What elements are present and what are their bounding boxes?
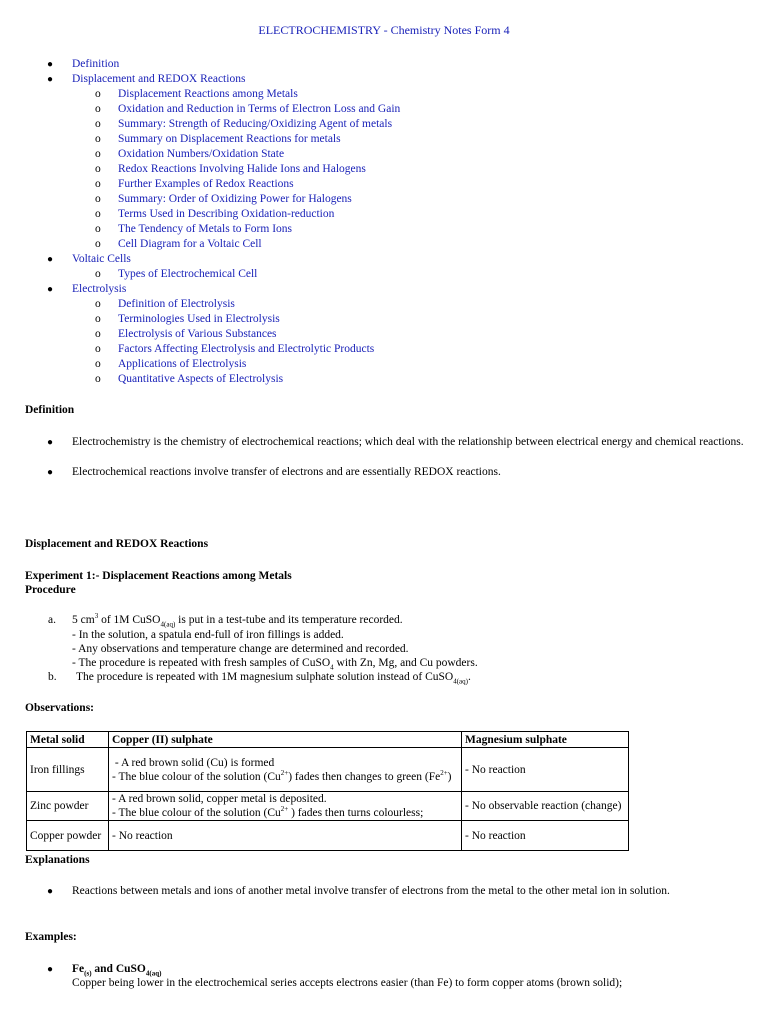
circle-bullet-icon: o: [95, 163, 101, 175]
toc-link[interactable]: Definition of Electrolysis: [118, 298, 235, 310]
circle-bullet-icon: o: [95, 343, 101, 355]
circle-bullet-icon: o: [95, 88, 101, 100]
circle-bullet-icon: o: [95, 118, 101, 130]
circle-bullet-icon: o: [95, 133, 101, 145]
header-copper-sulphate: Copper (II) sulphate: [109, 732, 462, 748]
toc-subitem: [45, 357, 400, 372]
circle-bullet-icon: o: [95, 358, 101, 370]
toc-link[interactable]: Summary on Displacement Reactions for metals: [118, 133, 341, 145]
bullet-icon: ●: [47, 964, 54, 975]
bullet-icon: ●: [47, 254, 54, 265]
toc-link[interactable]: Terms Used in Describing Oxidation-reduction: [118, 208, 335, 220]
circle-bullet-icon: o: [95, 328, 101, 340]
toc-subitem: [45, 297, 400, 312]
toc-link[interactable]: Factors Affecting Electrolysis and Electrolytic Products: [118, 343, 375, 355]
table-header-row: [27, 732, 629, 748]
cell-magnesium-sulphate: - No reaction: [462, 821, 629, 851]
toc-subitem: [45, 237, 400, 252]
toc-item: [45, 282, 400, 297]
bullet-icon: ●: [47, 59, 54, 70]
circle-bullet-icon: o: [95, 238, 101, 250]
example-text: Copper being lower in the electrochemical series accepts electrons easier (than Fe) to form copper atoms (brown solid);: [72, 977, 623, 989]
cell-magnesium-sulphate: - No observable reaction (change): [462, 792, 629, 821]
toc-link[interactable]: Oxidation Numbers/Oxidation State: [118, 148, 285, 160]
circle-bullet-icon: o: [95, 178, 101, 190]
toc-link[interactable]: The Tendency of Metals to Form Ions: [118, 223, 293, 235]
circle-bullet-icon: o: [95, 298, 101, 310]
toc-item: [45, 72, 400, 87]
circle-bullet-icon: o: [95, 373, 101, 385]
explanation-bullet: Reactions between metals and ions of another metal involve transfer of electrons from the metal to the other metal ion in solution.: [72, 885, 670, 897]
toc-subitem: [45, 222, 400, 237]
table-row: [27, 792, 629, 821]
toc-link[interactable]: Definition: [72, 58, 120, 70]
toc-subitem: [45, 312, 400, 327]
toc-link[interactable]: Summary: Strength of Reducing/Oxidizing Agent of metals: [118, 118, 393, 130]
toc-subitem: [45, 102, 400, 117]
circle-bullet-icon: o: [95, 268, 101, 280]
toc-link[interactable]: Applications of Electrolysis: [118, 358, 247, 370]
definition-heading: Definition: [25, 404, 75, 416]
experiment-heading: Experiment 1:- Displacement Reactions among Metals: [25, 570, 292, 582]
toc-item: [45, 57, 400, 72]
toc-subitem: [45, 267, 400, 282]
step-b-label: b.: [48, 671, 57, 683]
table-row: [27, 748, 629, 792]
toc-subitem: [45, 207, 400, 222]
cell-line: - A red brown solid, copper metal is deposited.: [112, 793, 327, 805]
cell-metal: Copper powder: [27, 821, 109, 851]
toc-subitem: [45, 132, 400, 147]
step-a-line-4: - The procedure is repeated with fresh samples of CuSO$_4$ with Zn, Mg, and Cu powders.: [72, 657, 478, 672]
toc-link[interactable]: Displacement Reactions among Metals: [118, 88, 298, 100]
toc-link[interactable]: Summary: Order of Oxidizing Power for Halogens: [118, 193, 352, 205]
toc-link[interactable]: Further Examples of Redox Reactions: [118, 178, 294, 190]
toc-link[interactable]: Oxidation and Reduction in Terms of Electron Loss and Gain: [118, 103, 401, 115]
toc-link[interactable]: Displacement and REDOX Reactions: [72, 73, 246, 85]
circle-bullet-icon: o: [95, 223, 101, 235]
bullet-icon: ●: [47, 74, 54, 85]
bullet-icon: ●: [47, 437, 54, 448]
toc-subitem: [45, 177, 400, 192]
circle-bullet-icon: o: [95, 148, 101, 160]
cell-copper-sulphate: - No reaction: [109, 821, 462, 851]
step-a-line-1: 5 $cm^3$ of 1M CuSO$_{4(aq)}$ is put in a test-tube and its temperature recorded.: [72, 612, 403, 629]
toc-link[interactable]: Electrolysis of Various Substances: [118, 328, 277, 340]
circle-bullet-icon: o: [95, 193, 101, 205]
toc-link[interactable]: Redox Reactions Involving Halide Ions and Halogens: [118, 163, 366, 175]
toc-link[interactable]: Terminologies Used in Electrolysis: [118, 313, 280, 325]
step-a-line-2: - In the solution, a spatula end-full of iron fillings is added.: [72, 629, 344, 641]
toc-subitem: [45, 327, 400, 342]
bullet-icon: ●: [47, 284, 54, 295]
toc-item: [45, 252, 400, 267]
circle-bullet-icon: o: [95, 103, 101, 115]
explanations-heading: Explanations: [25, 854, 90, 866]
step-a-label: a.: [48, 614, 56, 626]
cell-magnesium-sulphate: - No reaction: [462, 748, 629, 792]
toc-subitem: [45, 342, 400, 357]
cell-copper-sulphate: - A red brown solid (Cu) is formed - The blue colour of the solution $(Cu^{2+})$ fades then changes to green $(Fe^{2+})$: [109, 748, 462, 792]
cell-metal: Iron fillings: [27, 748, 109, 792]
observations-table: [26, 731, 629, 851]
toc-subitem: [45, 87, 400, 102]
toc-link[interactable]: Voltaic Cells: [72, 253, 131, 265]
bullet-icon: ●: [47, 886, 54, 897]
toc-link[interactable]: Quantitative Aspects of Electrolysis: [118, 373, 284, 385]
cell-copper-sulphate: - A red brown solid, copper metal is deposited. - The blue colour of the solution ($Cu^{2+}$ ) fades then turns colourless;: [109, 792, 462, 821]
definition-bullet-2: Electrochemical reactions involve transfer of electrons and are essentially REDOX reactions.: [72, 466, 501, 478]
toc-subitem: [45, 372, 400, 387]
examples-heading: Examples:: [25, 931, 77, 943]
bullet-icon: ●: [47, 467, 54, 478]
header-magnesium-sulphate: Magnesium sulphate: [462, 732, 629, 748]
circle-bullet-icon: o: [95, 208, 101, 220]
toc-subitem: [45, 192, 400, 207]
toc-link[interactable]: Types of Electrochemical Cell: [118, 268, 258, 280]
displacement-heading: Displacement and REDOX Reactions: [25, 538, 209, 550]
definition-bullet-1: Electrochemistry is the chemistry of electrochemical reactions; which deal with the relationship between electrical energy and chemical reactions.: [72, 436, 744, 448]
table-of-contents: [45, 57, 400, 387]
header-metal-solid: Metal solid: [27, 732, 109, 748]
toc-link[interactable]: Electrolysis: [72, 283, 127, 295]
circle-bullet-icon: o: [95, 313, 101, 325]
step-b-line: The procedure is repeated with 1M magnesium sulphate solution instead of CuSO$_{4(aq)}$.: [76, 671, 471, 686]
toc-subitem: [45, 162, 400, 177]
table-row: [27, 821, 629, 851]
page-title: ELECTROCHEMISTRY - Chemistry Notes Form 4: [258, 23, 510, 37]
procedure-heading: Procedure: [25, 584, 76, 596]
step-a-line-3: - Any observations and temperature change are determined and recorded.: [72, 643, 409, 655]
example-equation: $Fe_{(s)}$ and CuSO$_{4(aq)}$: [72, 963, 162, 978]
toc-link[interactable]: Cell Diagram for a Voltaic Cell: [118, 238, 262, 250]
cell-metal: Zinc powder: [27, 792, 109, 821]
toc-subitem: [45, 117, 400, 132]
observations-heading: Observations:: [25, 702, 94, 714]
toc-subitem: [45, 147, 400, 162]
